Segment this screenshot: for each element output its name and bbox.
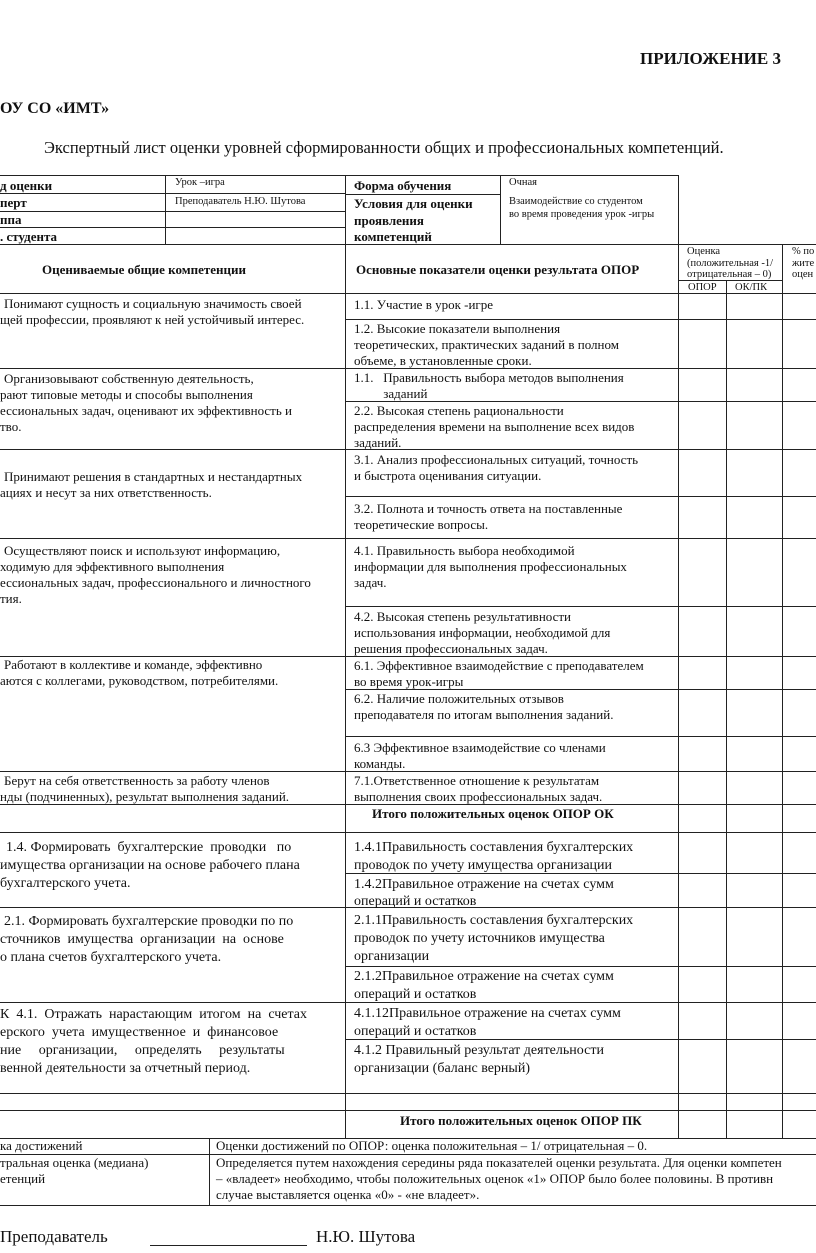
indicator-text: выполнения своих профессиональных задач. [354,789,603,804]
indicator-text: 4.1.2 Правильный результат деятельности [354,1043,604,1058]
indicator-text: операций и остатков [354,894,477,909]
indicator-text: во время урок-игры [354,674,464,689]
competency-text: ние организации, определять результаты [0,1043,285,1058]
competency-text: Принимают решения в стандартных и нестандартных [4,469,303,484]
competency-text: Берут на себя ответственность за работу членов [4,773,270,788]
competency-text: ессиональных задач, оценивают их эффективность и [0,403,292,418]
competency-text: рают типовые методы и способы выполнения [0,387,253,402]
organization-name: ОУ СО «ИМТ» [0,100,110,117]
indicator-text: организации [354,949,430,964]
column-header-indicators: Основные показатели оценки результата ОПОР [356,262,640,277]
column-header-score: (положительная -1/ [687,258,774,269]
signature-name: Н.Ю. Шутова [316,1227,416,1246]
competency-text: тия. [0,591,22,606]
page-title: Экспертный лист оценки уровней сформированности общих и профессиональных компетенций. [44,138,724,157]
legend-value: Оценки достижений по ОПОР: оценка положительная – 1/ отрицательная – 0. [216,1138,648,1153]
competency-text: К 4.1. Отражать нарастающим итогом на счетах [0,1007,308,1022]
competency-text: аются с коллегами, руководством, потребителями. [0,673,279,688]
total-pk-label: Итого положительных оценок ОПОР ПК [400,1113,642,1128]
indicator-text: теоретических, практических заданий в полном [354,337,619,352]
info-label: д оценки [0,178,53,193]
info-label: ппа [0,212,22,227]
column-header-score: отрицательная – 0) [687,269,772,280]
info-value: Урок –игра [175,177,225,188]
competency-text: ациях и несут за них ответственность. [0,485,212,500]
competency-text: имущества организации на основе рабочего плана [0,858,300,873]
indicator-text: 1.4.1Правильность составления бухгалтерских [354,840,634,855]
competency-text: бухгалтерского учета. [0,876,131,891]
form-label: Форма обучения [354,178,452,193]
indicator-text: проводок по учету имущества организации [354,858,613,873]
column-header-opor: ОПОР [688,282,717,293]
competency-text: Осуществляют поиск и используют информацию, [4,543,281,558]
indicator-text: 6.3 Эффективное взаимодействие со членами [354,740,606,755]
competency-text: сточников имущества организации на основе [0,932,284,947]
indicator-text: заданий [354,386,428,401]
competency-text: тво. [0,419,22,434]
indicator-text: организации (баланс верный) [354,1061,530,1076]
indicator-text: 4.2. Высокая степень результативности [354,609,572,624]
indicator-text: решения профессиональных задач. [354,641,548,656]
indicator-text: 2.2. Высокая степень рациональности [354,403,564,418]
legend-value: – «владеет» необходимо, чтобы положительных оценок «1» ОПОР было более половины. В противн [216,1171,774,1186]
indicator-text: и быстрота оценивания ситуации. [354,468,542,483]
total-ok-label: Итого положительных оценок ОПОР ОК [372,806,614,821]
competency-text: ессиональных задач, профессионального и личностного [0,575,311,590]
signature-line [150,1245,307,1246]
indicator-text: объеме, в установленные сроки. [354,353,532,368]
legend-value: случае выставляется оценка «0» - «не владеет». [216,1187,480,1202]
conditions-value: во время проведения урок -игры [509,209,655,220]
competency-text: ерского учета имущественное и финансовое [0,1025,279,1040]
indicator-text: заданий. [354,435,402,450]
column-header-ok-pk: ОК/ПК [735,282,768,293]
indicator-text: 1.4.2Правильное отражение на счетах сумм [354,877,614,892]
column-header-competencies: Оцениваемые общие компетенции [42,262,246,277]
column-header-percent: оцен [792,269,814,280]
indicator-text: команды. [354,756,406,771]
indicator-text: 1.2. Высокие показатели выполнения [354,321,561,336]
info-value: Преподаватель Н.Ю. Шутова [175,196,306,207]
form-value: Очная [509,177,537,188]
legend-label: етенций [0,1171,46,1186]
competency-text: нды (подчиненных), результат выполнения заданий. [0,789,290,804]
conditions-label: компетенций [354,229,432,244]
indicator-text: 2.1.1Правильность составления бухгалтерских [354,913,634,928]
legend-label: тральная оценка (медиана) [0,1155,149,1170]
indicator-text: 2.1.2Правильное отражение на счетах сумм [354,969,614,984]
competency-text: Работают в коллективе и команде, эффективно [4,657,263,672]
indicator-text: распределения времени на выполнение всех видов [354,419,635,434]
competency-text: Понимают сущность и социальную значимость своей [4,296,302,311]
indicator-text: информации для выполнения профессиональных [354,559,627,574]
indicator-text: 3.1. Анализ профессиональных ситуаций, точность [354,452,639,467]
competency-text: 1.4. Формировать бухгалтерские проводки по [6,840,292,855]
indicator-text: 3.2. Полнота и точность ответа на поставленные [354,501,623,516]
competency-text: ходимую для эффективного выполнения [0,559,225,574]
indicator-text: теоретические вопросы. [354,517,489,532]
indicator-text: 4.1.12Правильное отражение на счетах сумм [354,1006,621,1021]
legend-value: Определяется путем нахождения середины ряда показателей оценки результата. Для оценки компетен [216,1155,782,1170]
indicator-text: 1.1. Правильность выбора методов выполнения [354,370,624,385]
indicator-text: задач. [354,575,387,590]
indicator-text: 6.2. Наличие положительных отзывов [354,691,564,706]
indicator-text: преподавателя по итогам выполнения заданий. [354,707,614,722]
competency-text: 2.1. Формировать бухгалтерские проводки по по [4,914,294,929]
indicator-text: использования информации, необходимой для [354,625,611,640]
competency-text: Организовывают собственную деятельность, [4,371,254,386]
indicator-text: 7.1.Ответственное отношение к результатам [354,773,600,788]
indicator-text: 1.1. Участие в урок -игре [354,297,494,312]
competency-text: о плана счетов бухгалтерского учета. [0,950,222,965]
appendix-label: ПРИЛОЖЕНИЕ 3 [640,49,781,68]
column-header-percent: жите [792,258,815,269]
info-label: . студента [0,229,58,244]
indicator-text: операций и остатков [354,987,477,1002]
conditions-value: Взаимодействие со студентом [509,196,643,207]
column-header-score: Оценка [687,246,721,257]
competency-text: щей профессии, проявляют к ней устойчивый интерес. [0,312,305,327]
signature-role: Преподаватель [0,1227,108,1246]
indicator-text: 6.1. Эффективное взаимодействие с преподавателем [354,658,644,673]
legend-label: ка достижений [0,1138,83,1153]
indicator-text: операций и остатков [354,1024,477,1039]
conditions-label: Условия для оценки [354,196,473,211]
indicator-text: 4.1. Правильность выбора необходимой [354,543,575,558]
info-label: перт [0,195,27,210]
column-header-percent: % по [792,246,815,257]
indicator-text: проводок по учету источников имущества [354,931,605,946]
conditions-label: проявления [354,213,424,228]
competency-text: венной деятельности за отчетный период. [0,1061,251,1076]
